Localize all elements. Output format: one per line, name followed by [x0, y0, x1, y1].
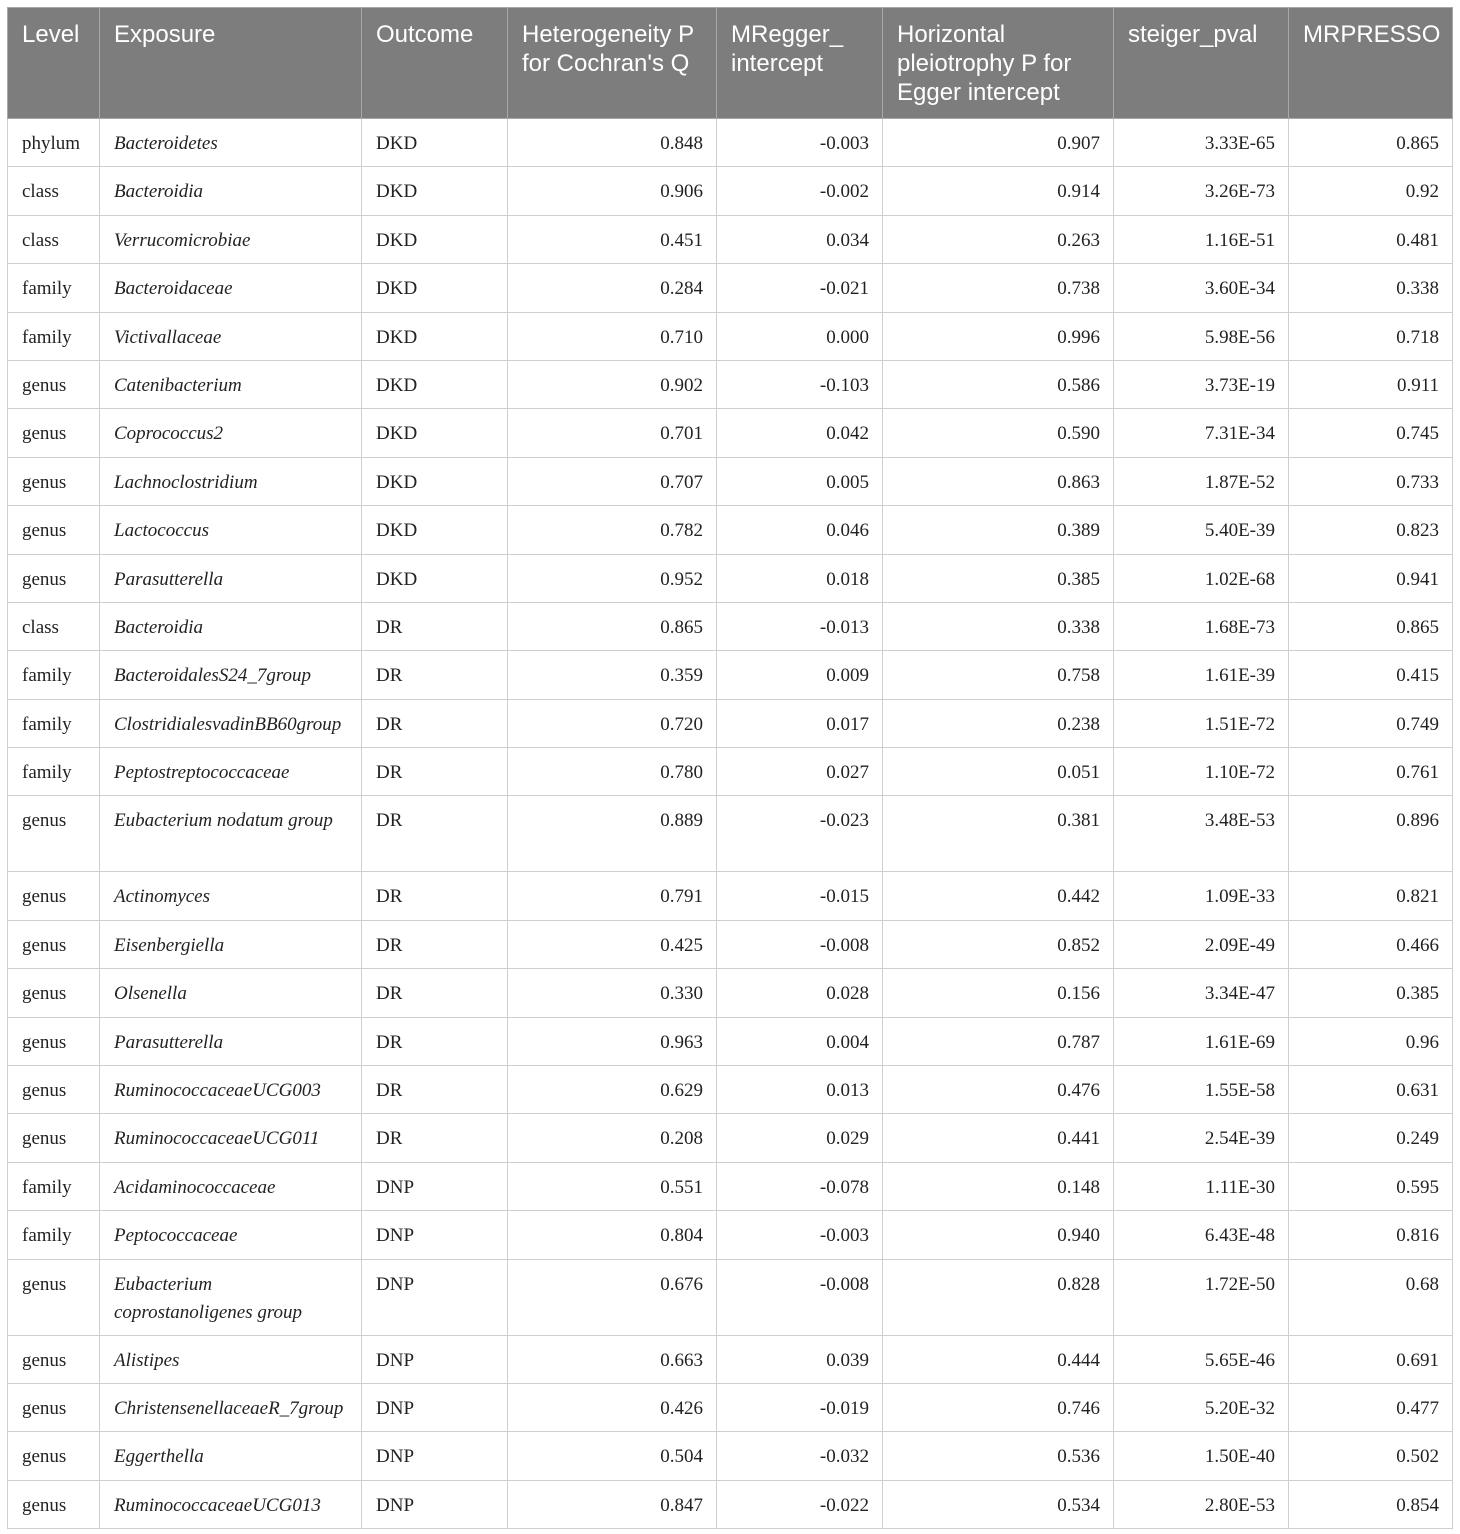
cell-mrpresso: 0.96	[1289, 1017, 1453, 1065]
cell-outcome: DR	[362, 872, 508, 920]
header-mregger-intercept: MRegger_ intercept	[717, 8, 883, 119]
cell-outcome: DKD	[362, 457, 508, 505]
cell-exposure: Acidaminococcaceae	[100, 1162, 362, 1210]
cell-pleiotropy-p: 0.051	[883, 748, 1114, 796]
cell-exposure: Verrucomicrobiae	[100, 215, 362, 263]
cell-pleiotropy-p: 0.536	[883, 1432, 1114, 1480]
cell-mregger-intercept: 0.042	[717, 409, 883, 457]
cell-mregger-intercept: 0.000	[717, 312, 883, 360]
table-row	[8, 457, 1453, 505]
cell-exposure: Coprococcus2	[100, 409, 362, 457]
table-row	[8, 1017, 1453, 1065]
table-row	[8, 264, 1453, 312]
table-row	[8, 602, 1453, 650]
cell-outcome: DR	[362, 699, 508, 747]
cell-pleiotropy-p: 0.442	[883, 872, 1114, 920]
cell-level: family	[8, 651, 100, 699]
cell-steiger-pval: 7.31E-34	[1114, 409, 1289, 457]
cell-steiger-pval: 5.98E-56	[1114, 312, 1289, 360]
cell-level: genus	[8, 920, 100, 968]
cell-heterogeneity-p: 0.780	[508, 748, 717, 796]
cell-mrpresso: 0.385	[1289, 969, 1453, 1017]
cell-pleiotropy-p: 0.586	[883, 360, 1114, 408]
cell-level: genus	[8, 457, 100, 505]
cell-mregger-intercept: 0.004	[717, 1017, 883, 1065]
cell-mregger-intercept: -0.103	[717, 360, 883, 408]
cell-mrpresso: 0.477	[1289, 1383, 1453, 1431]
cell-pleiotropy-p: 0.338	[883, 602, 1114, 650]
cell-mrpresso: 0.415	[1289, 651, 1453, 699]
cell-heterogeneity-p: 0.906	[508, 167, 717, 215]
cell-outcome: DR	[362, 602, 508, 650]
cell-heterogeneity-p: 0.676	[508, 1259, 717, 1335]
cell-mregger-intercept: 0.013	[717, 1066, 883, 1114]
cell-level: class	[8, 167, 100, 215]
cell-steiger-pval: 3.26E-73	[1114, 167, 1289, 215]
cell-mrpresso: 0.745	[1289, 409, 1453, 457]
cell-mrpresso: 0.68	[1289, 1259, 1453, 1335]
cell-steiger-pval: 1.55E-58	[1114, 1066, 1289, 1114]
cell-mregger-intercept: -0.003	[717, 119, 883, 167]
cell-mrpresso: 0.865	[1289, 119, 1453, 167]
cell-mrpresso: 0.595	[1289, 1162, 1453, 1210]
cell-mregger-intercept: -0.032	[717, 1432, 883, 1480]
cell-level: family	[8, 699, 100, 747]
cell-outcome: DR	[362, 651, 508, 699]
cell-level: family	[8, 1211, 100, 1259]
cell-pleiotropy-p: 0.907	[883, 119, 1114, 167]
cell-heterogeneity-p: 0.804	[508, 1211, 717, 1259]
cell-outcome: DR	[362, 1017, 508, 1065]
cell-pleiotropy-p: 0.863	[883, 457, 1114, 505]
cell-level: genus	[8, 1432, 100, 1480]
cell-heterogeneity-p: 0.504	[508, 1432, 717, 1480]
cell-mrpresso: 0.941	[1289, 554, 1453, 602]
table-row	[8, 119, 1453, 167]
cell-steiger-pval: 1.09E-33	[1114, 872, 1289, 920]
cell-steiger-pval: 2.09E-49	[1114, 920, 1289, 968]
cell-mregger-intercept: 0.009	[717, 651, 883, 699]
table-row	[8, 1259, 1453, 1335]
table-row	[8, 1432, 1453, 1480]
cell-exposure: ClostridialesvadinBB60group	[100, 699, 362, 747]
cell-exposure: Actinomyces	[100, 872, 362, 920]
header-level: Level	[8, 8, 100, 119]
header-heterogeneity-p: Heterogeneity P for Cochran's Q	[508, 8, 717, 119]
cell-mregger-intercept: -0.008	[717, 1259, 883, 1335]
cell-pleiotropy-p: 0.444	[883, 1335, 1114, 1383]
cell-exposure: Catenibacterium	[100, 360, 362, 408]
cell-level: family	[8, 312, 100, 360]
cell-steiger-pval: 5.40E-39	[1114, 506, 1289, 554]
cell-exposure: Alistipes	[100, 1335, 362, 1383]
cell-exposure: ChristensenellaceaeR_7group	[100, 1383, 362, 1431]
cell-steiger-pval: 3.33E-65	[1114, 119, 1289, 167]
cell-heterogeneity-p: 0.451	[508, 215, 717, 263]
cell-heterogeneity-p: 0.359	[508, 651, 717, 699]
cell-pleiotropy-p: 0.381	[883, 796, 1114, 872]
table-row	[8, 554, 1453, 602]
cell-outcome: DKD	[362, 167, 508, 215]
cell-steiger-pval: 1.51E-72	[1114, 699, 1289, 747]
cell-mrpresso: 0.749	[1289, 699, 1453, 747]
cell-pleiotropy-p: 0.852	[883, 920, 1114, 968]
cell-exposure: Parasutterella	[100, 1017, 362, 1065]
cell-pleiotropy-p: 0.156	[883, 969, 1114, 1017]
table-row	[8, 969, 1453, 1017]
cell-pleiotropy-p: 0.590	[883, 409, 1114, 457]
cell-exposure: Bacteroidaceae	[100, 264, 362, 312]
cell-level: genus	[8, 1480, 100, 1528]
cell-mregger-intercept: 0.018	[717, 554, 883, 602]
cell-level: genus	[8, 1259, 100, 1335]
cell-steiger-pval: 2.80E-53	[1114, 1480, 1289, 1528]
cell-pleiotropy-p: 0.828	[883, 1259, 1114, 1335]
cell-level: genus	[8, 1383, 100, 1431]
cell-pleiotropy-p: 0.263	[883, 215, 1114, 263]
cell-steiger-pval: 6.43E-48	[1114, 1211, 1289, 1259]
cell-level: genus	[8, 1017, 100, 1065]
cell-mrpresso: 0.249	[1289, 1114, 1453, 1162]
cell-outcome: DKD	[362, 312, 508, 360]
cell-level: family	[8, 264, 100, 312]
cell-mregger-intercept: -0.023	[717, 796, 883, 872]
cell-level: phylum	[8, 119, 100, 167]
cell-outcome: DR	[362, 748, 508, 796]
cell-pleiotropy-p: 0.534	[883, 1480, 1114, 1528]
table-row	[8, 506, 1453, 554]
cell-outcome: DNP	[362, 1211, 508, 1259]
cell-outcome: DNP	[362, 1162, 508, 1210]
cell-mregger-intercept: 0.005	[717, 457, 883, 505]
table-row	[8, 312, 1453, 360]
cell-outcome: DKD	[362, 506, 508, 554]
cell-mregger-intercept: -0.078	[717, 1162, 883, 1210]
header-mrpresso: MRPRESSO	[1289, 8, 1453, 119]
cell-steiger-pval: 1.50E-40	[1114, 1432, 1289, 1480]
cell-mregger-intercept: -0.008	[717, 920, 883, 968]
table-row	[8, 360, 1453, 408]
cell-steiger-pval: 1.02E-68	[1114, 554, 1289, 602]
cell-steiger-pval: 2.54E-39	[1114, 1114, 1289, 1162]
cell-outcome: DNP	[362, 1383, 508, 1431]
cell-mrpresso: 0.733	[1289, 457, 1453, 505]
table-body	[8, 119, 1453, 1529]
cell-outcome: DR	[362, 1066, 508, 1114]
cell-mrpresso: 0.631	[1289, 1066, 1453, 1114]
cell-outcome: DKD	[362, 554, 508, 602]
cell-heterogeneity-p: 0.426	[508, 1383, 717, 1431]
cell-mrpresso: 0.865	[1289, 602, 1453, 650]
cell-level: genus	[8, 1114, 100, 1162]
cell-mregger-intercept: -0.019	[717, 1383, 883, 1431]
header-outcome: Outcome	[362, 8, 508, 119]
cell-mrpresso: 0.718	[1289, 312, 1453, 360]
cell-heterogeneity-p: 0.629	[508, 1066, 717, 1114]
cell-level: genus	[8, 506, 100, 554]
results-table	[7, 7, 1453, 1529]
cell-heterogeneity-p: 0.701	[508, 409, 717, 457]
cell-steiger-pval: 1.61E-69	[1114, 1017, 1289, 1065]
cell-heterogeneity-p: 0.710	[508, 312, 717, 360]
cell-exposure: Eubacterium nodatum group	[100, 796, 362, 872]
cell-level: family	[8, 748, 100, 796]
cell-exposure: RuminococcaceaeUCG013	[100, 1480, 362, 1528]
cell-mregger-intercept: 0.017	[717, 699, 883, 747]
table-row	[8, 1066, 1453, 1114]
cell-pleiotropy-p: 0.746	[883, 1383, 1114, 1431]
cell-level: genus	[8, 409, 100, 457]
cell-level: class	[8, 215, 100, 263]
table-row	[8, 651, 1453, 699]
table-row	[8, 409, 1453, 457]
table-row	[8, 748, 1453, 796]
cell-exposure: Bacteroidia	[100, 167, 362, 215]
cell-exposure: BacteroidalesS24_7group	[100, 651, 362, 699]
cell-level: genus	[8, 360, 100, 408]
cell-mrpresso: 0.823	[1289, 506, 1453, 554]
cell-heterogeneity-p: 0.782	[508, 506, 717, 554]
cell-mregger-intercept: 0.029	[717, 1114, 883, 1162]
cell-mregger-intercept: -0.022	[717, 1480, 883, 1528]
cell-steiger-pval: 1.10E-72	[1114, 748, 1289, 796]
cell-outcome: DR	[362, 920, 508, 968]
cell-exposure: Eggerthella	[100, 1432, 362, 1480]
cell-pleiotropy-p: 0.940	[883, 1211, 1114, 1259]
cell-mregger-intercept: -0.003	[717, 1211, 883, 1259]
cell-level: genus	[8, 969, 100, 1017]
cell-mregger-intercept: 0.028	[717, 969, 883, 1017]
cell-outcome: DR	[362, 796, 508, 872]
cell-heterogeneity-p: 0.330	[508, 969, 717, 1017]
cell-heterogeneity-p: 0.963	[508, 1017, 717, 1065]
cell-exposure: Lactococcus	[100, 506, 362, 554]
cell-outcome: DKD	[362, 264, 508, 312]
cell-mrpresso: 0.761	[1289, 748, 1453, 796]
table-row	[8, 699, 1453, 747]
cell-mrpresso: 0.466	[1289, 920, 1453, 968]
cell-pleiotropy-p: 0.385	[883, 554, 1114, 602]
cell-exposure: Peptostreptococcaceae	[100, 748, 362, 796]
cell-heterogeneity-p: 0.865	[508, 602, 717, 650]
cell-outcome: DNP	[362, 1335, 508, 1383]
cell-mrpresso: 0.816	[1289, 1211, 1453, 1259]
cell-exposure: Lachnoclostridium	[100, 457, 362, 505]
cell-pleiotropy-p: 0.441	[883, 1114, 1114, 1162]
cell-steiger-pval: 1.11E-30	[1114, 1162, 1289, 1210]
cell-mregger-intercept: 0.034	[717, 215, 883, 263]
cell-exposure: RuminococcaceaeUCG003	[100, 1066, 362, 1114]
table-row	[8, 1211, 1453, 1259]
cell-level: genus	[8, 554, 100, 602]
cell-exposure: Olsenella	[100, 969, 362, 1017]
header-steiger-pval: steiger_pval	[1114, 8, 1289, 119]
cell-mrpresso: 0.911	[1289, 360, 1453, 408]
cell-exposure: Parasutterella	[100, 554, 362, 602]
cell-level: genus	[8, 1066, 100, 1114]
cell-outcome: DKD	[362, 215, 508, 263]
cell-steiger-pval: 3.48E-53	[1114, 796, 1289, 872]
header-pleiotropy-p: Horizontal pleiotrophy P for Egger intercept	[883, 8, 1114, 119]
table-row	[8, 1480, 1453, 1528]
cell-mregger-intercept: -0.015	[717, 872, 883, 920]
cell-exposure: Peptococcaceae	[100, 1211, 362, 1259]
cell-steiger-pval: 5.65E-46	[1114, 1335, 1289, 1383]
cell-outcome: DR	[362, 1114, 508, 1162]
table-row	[8, 167, 1453, 215]
cell-level: genus	[8, 796, 100, 872]
table-row	[8, 215, 1453, 263]
cell-heterogeneity-p: 0.791	[508, 872, 717, 920]
cell-pleiotropy-p: 0.238	[883, 699, 1114, 747]
cell-exposure: Bacteroidia	[100, 602, 362, 650]
table-row	[8, 1383, 1453, 1431]
cell-outcome: DKD	[362, 409, 508, 457]
cell-heterogeneity-p: 0.551	[508, 1162, 717, 1210]
cell-steiger-pval: 1.61E-39	[1114, 651, 1289, 699]
cell-pleiotropy-p: 0.476	[883, 1066, 1114, 1114]
cell-pleiotropy-p: 0.996	[883, 312, 1114, 360]
cell-pleiotropy-p: 0.148	[883, 1162, 1114, 1210]
table-row	[8, 1335, 1453, 1383]
cell-mregger-intercept: -0.021	[717, 264, 883, 312]
cell-mregger-intercept: -0.013	[717, 602, 883, 650]
table-row	[8, 796, 1453, 872]
cell-mregger-intercept: 0.039	[717, 1335, 883, 1383]
cell-steiger-pval: 3.34E-47	[1114, 969, 1289, 1017]
header-exposure: Exposure	[100, 8, 362, 119]
cell-steiger-pval: 3.73E-19	[1114, 360, 1289, 408]
cell-steiger-pval: 5.20E-32	[1114, 1383, 1289, 1431]
cell-outcome: DNP	[362, 1480, 508, 1528]
cell-pleiotropy-p: 0.738	[883, 264, 1114, 312]
cell-mrpresso: 0.481	[1289, 215, 1453, 263]
cell-heterogeneity-p: 0.889	[508, 796, 717, 872]
cell-heterogeneity-p: 0.208	[508, 1114, 717, 1162]
cell-heterogeneity-p: 0.425	[508, 920, 717, 968]
cell-level: class	[8, 602, 100, 650]
cell-heterogeneity-p: 0.707	[508, 457, 717, 505]
cell-mrpresso: 0.502	[1289, 1432, 1453, 1480]
cell-level: genus	[8, 1335, 100, 1383]
table-row	[8, 1162, 1453, 1210]
cell-mrpresso: 0.691	[1289, 1335, 1453, 1383]
cell-exposure: RuminococcaceaeUCG011	[100, 1114, 362, 1162]
cell-heterogeneity-p: 0.663	[508, 1335, 717, 1383]
cell-heterogeneity-p: 0.848	[508, 119, 717, 167]
cell-mregger-intercept: 0.046	[717, 506, 883, 554]
cell-level: family	[8, 1162, 100, 1210]
cell-mrpresso: 0.854	[1289, 1480, 1453, 1528]
cell-outcome: DKD	[362, 360, 508, 408]
cell-heterogeneity-p: 0.952	[508, 554, 717, 602]
cell-pleiotropy-p: 0.914	[883, 167, 1114, 215]
cell-steiger-pval: 1.72E-50	[1114, 1259, 1289, 1335]
cell-pleiotropy-p: 0.389	[883, 506, 1114, 554]
cell-pleiotropy-p: 0.758	[883, 651, 1114, 699]
cell-outcome: DKD	[362, 119, 508, 167]
cell-exposure: Eubacterium coprostanoligenes group	[100, 1259, 362, 1335]
cell-heterogeneity-p: 0.847	[508, 1480, 717, 1528]
table-row	[8, 920, 1453, 968]
cell-outcome: DR	[362, 969, 508, 1017]
header-row	[8, 8, 1453, 119]
cell-steiger-pval: 1.87E-52	[1114, 457, 1289, 505]
cell-heterogeneity-p: 0.902	[508, 360, 717, 408]
cell-level: genus	[8, 872, 100, 920]
cell-outcome: DNP	[362, 1432, 508, 1480]
table-row	[8, 872, 1453, 920]
cell-mrpresso: 0.821	[1289, 872, 1453, 920]
table-row	[8, 1114, 1453, 1162]
cell-steiger-pval: 3.60E-34	[1114, 264, 1289, 312]
cell-mregger-intercept: -0.002	[717, 167, 883, 215]
cell-steiger-pval: 1.16E-51	[1114, 215, 1289, 263]
cell-steiger-pval: 1.68E-73	[1114, 602, 1289, 650]
cell-exposure: Victivallaceae	[100, 312, 362, 360]
cell-mrpresso: 0.896	[1289, 796, 1453, 872]
cell-exposure: Eisenbergiella	[100, 920, 362, 968]
cell-outcome: DNP	[362, 1259, 508, 1335]
cell-mregger-intercept: 0.027	[717, 748, 883, 796]
cell-exposure: Bacteroidetes	[100, 119, 362, 167]
cell-mrpresso: 0.92	[1289, 167, 1453, 215]
cell-heterogeneity-p: 0.284	[508, 264, 717, 312]
cell-mrpresso: 0.338	[1289, 264, 1453, 312]
cell-pleiotropy-p: 0.787	[883, 1017, 1114, 1065]
cell-heterogeneity-p: 0.720	[508, 699, 717, 747]
